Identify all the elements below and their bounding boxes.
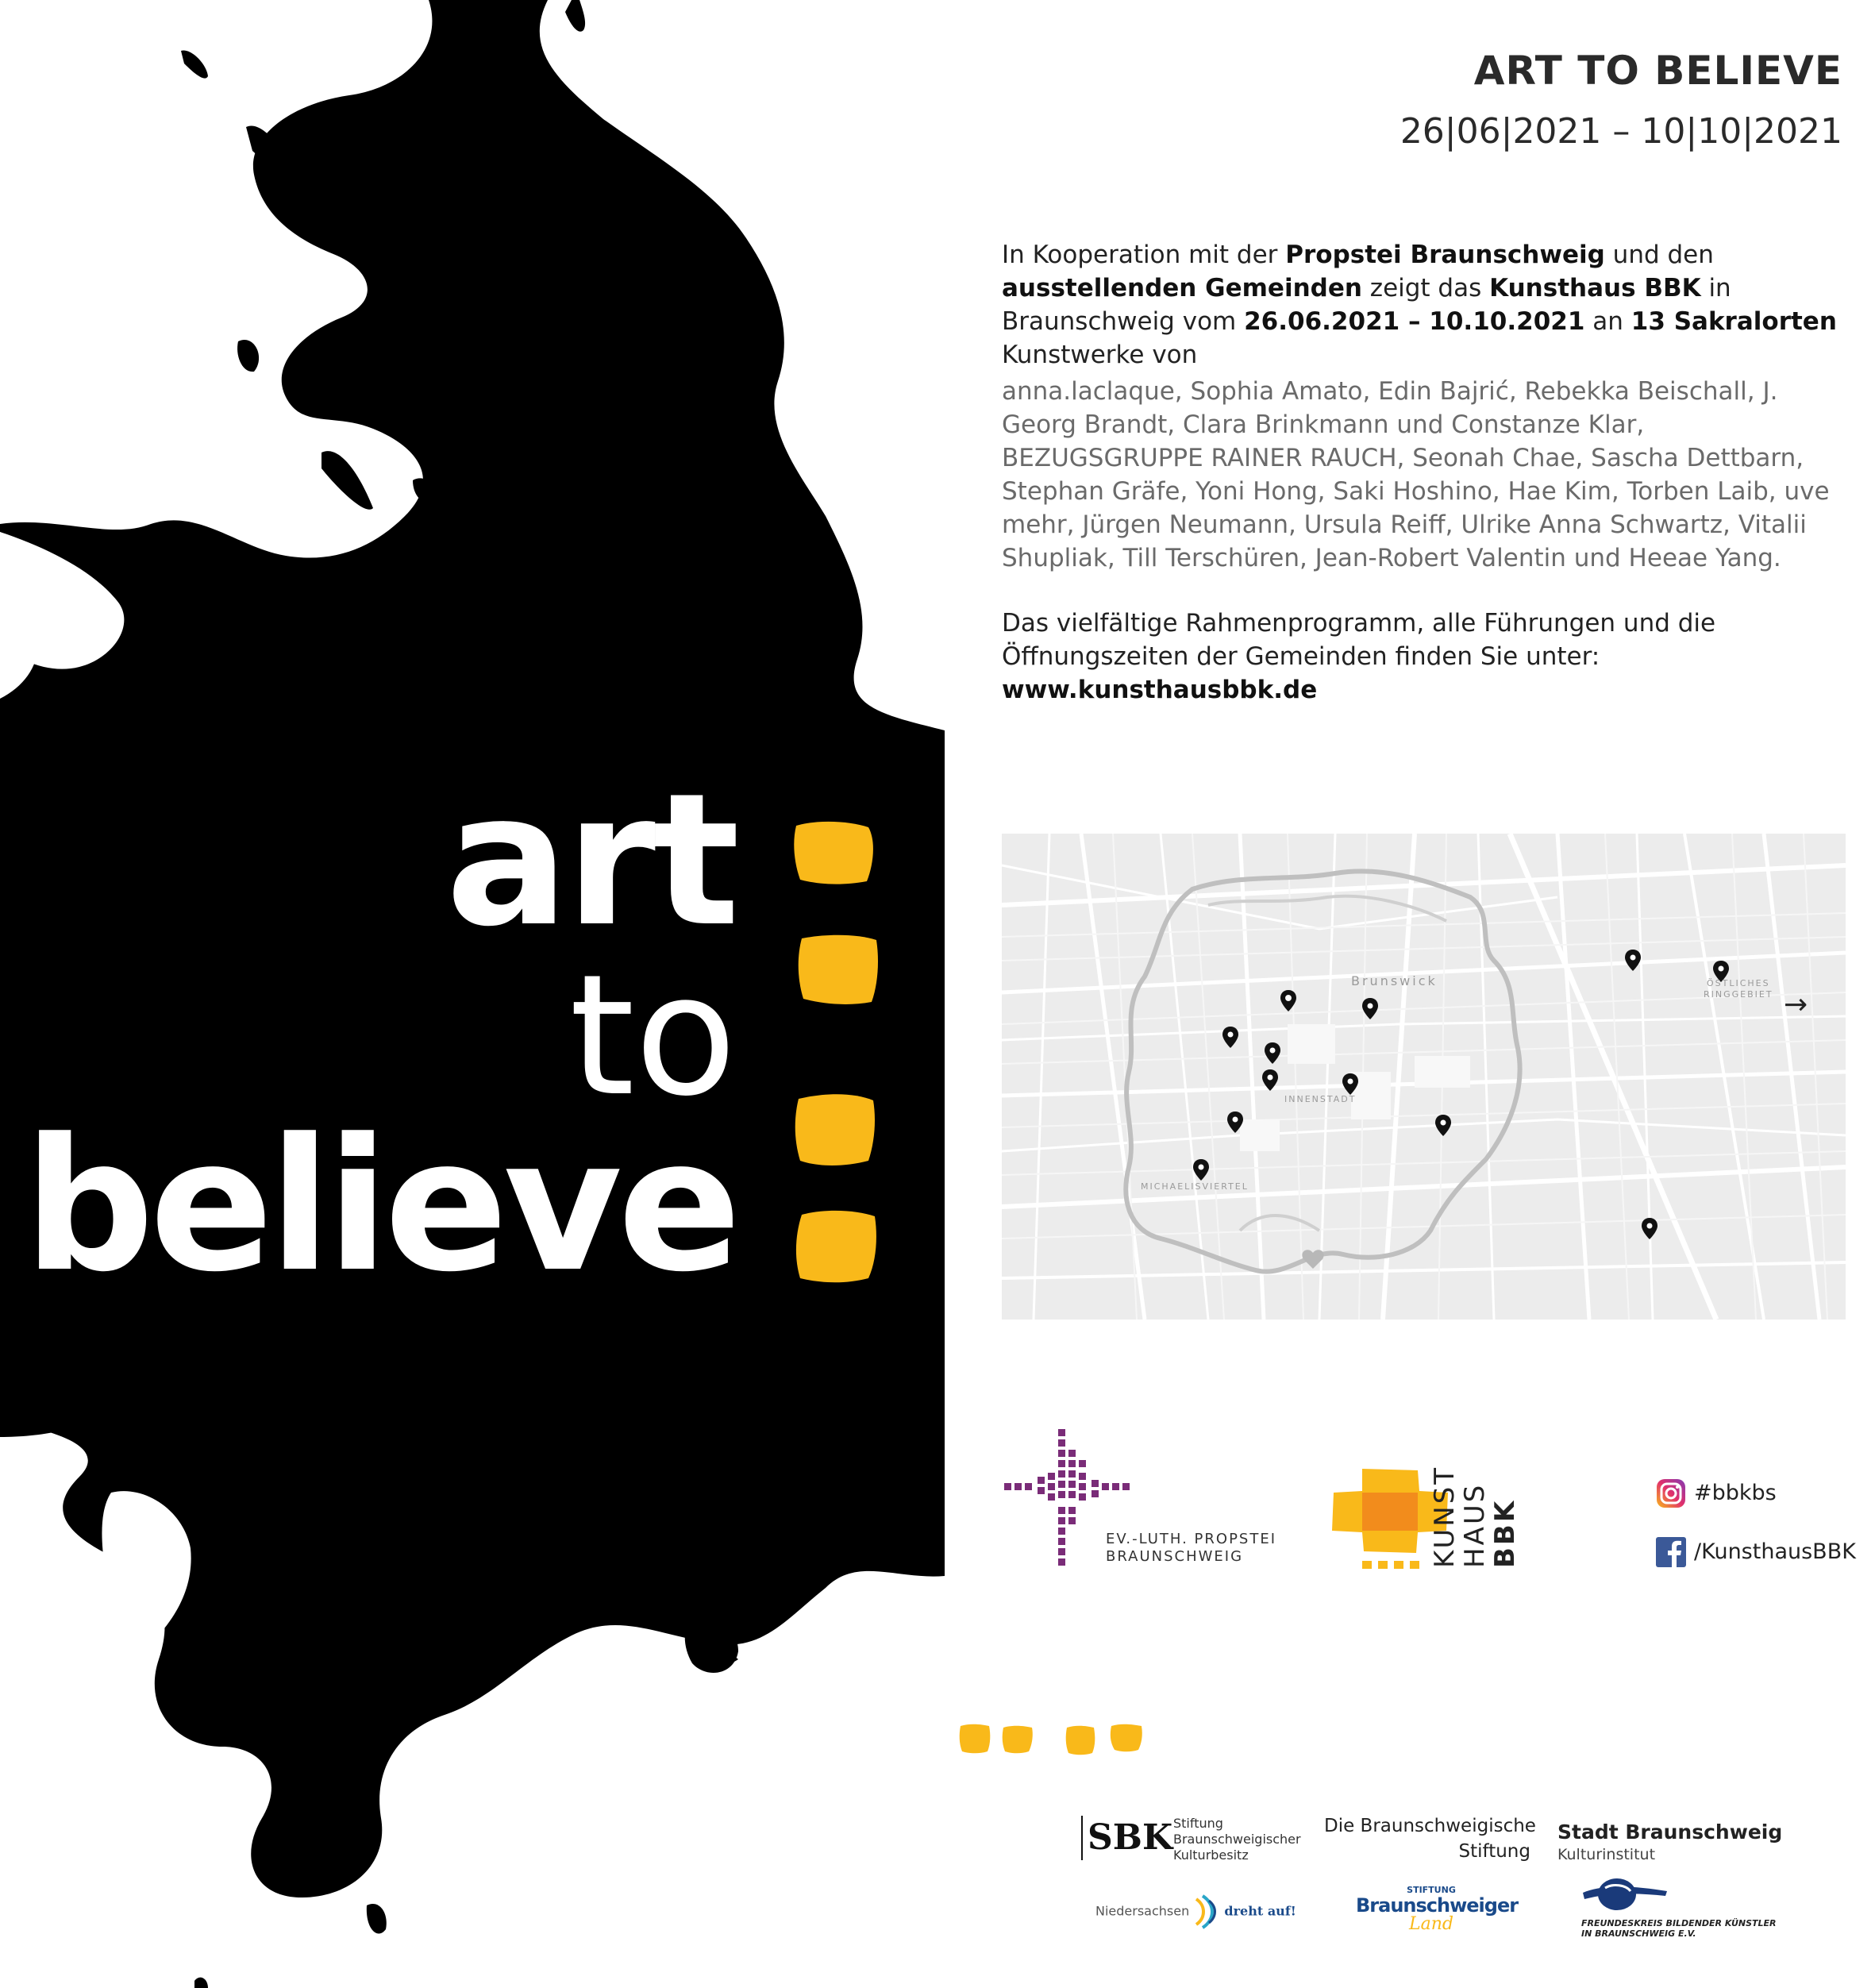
ink-drop-11 (367, 1904, 387, 1933)
map-label-michaelisviertel: MICHAELISVIERTEL (1141, 1181, 1249, 1192)
intro-text: und den (1604, 241, 1714, 269)
artists-list: anna.laclaque, Sophia Amato, Edin Bajrić, Rebekka Beischall, J. Georg Brandt, Clara Brinkmann und Constanze Klar, BEZUGSGRUPPE RAINER RAUCH, Seonah Chae, Sascha Dettbarn, Stephan Gräfe, Yoni Hong, Saki Hoshino, Hae Kim, Torben Laib, uve mehr, Jürgen Neumann, Ursula Reiff, Ulrike Anna Schwartz, Vitalii Shupliak, Till Terschüren, Jean-Robert Valentin und Heeae Yang. (1002, 377, 1830, 572)
sbk-mark: SBK (1081, 1816, 1172, 1860)
map-label-ringgebiet: RINGGEBIET (1704, 989, 1773, 1000)
yellow-mark-4 (796, 1211, 876, 1282)
bs-stiftung-line2: Stiftung (1458, 1841, 1530, 1862)
intro-text: in Braunschweig vom (1002, 274, 1731, 336)
freundeskreis-logo (1581, 1875, 1669, 1915)
website-link[interactable]: www.kunsthausbbk.de (1002, 676, 1318, 704)
propstei-name-line1: EV.-LUTH. PROPSTEI (1106, 1531, 1277, 1547)
sponsor-braunschweigische-stiftung (1324, 1813, 1536, 1864)
sbk-line2: Braunschweigischer (1173, 1832, 1301, 1847)
intro-text: an (1584, 307, 1631, 336)
map-label-innenstadt: INNENSTADT (1284, 1094, 1357, 1104)
stadt-line2: Kulturinstitut (1557, 1846, 1656, 1863)
poster-word-to: to (569, 938, 737, 1133)
exhibition-title: ART TO BELIEVE (1473, 48, 1842, 94)
map-streets (1002, 834, 1846, 1320)
sponsor-stiftung-braunschweiger-land (1356, 1885, 1519, 1934)
header (1128, 48, 1842, 152)
map-arrow-icon[interactable]: → (1784, 988, 1808, 1021)
freundeskreis-line1: FREUNDESKREIS BILDENDER KÜNSTLER (1581, 1918, 1777, 1928)
bs-stiftung-line1: Die Braunschweigische (1324, 1816, 1536, 1836)
intro-text: zeigt das (1361, 274, 1490, 302)
nds-waves-icon (1193, 1894, 1220, 1929)
ink-drop-2 (181, 50, 208, 78)
nds-text2: dreht auf! (1224, 1903, 1296, 1919)
program-paragraph (1002, 607, 1847, 707)
intro-text: Kunstwerke von (1002, 341, 1198, 369)
map-label-oestliches: ÖSTLICHES (1707, 978, 1770, 988)
city-map[interactable] (1002, 834, 1846, 1320)
sbk-line3: Kulturbesitz (1173, 1847, 1249, 1863)
ink-drop-5 (321, 451, 373, 510)
yellow-mark-1 (794, 822, 873, 884)
poster-word-believe: believe (23, 1100, 737, 1312)
instagram-icon (1656, 1478, 1686, 1508)
ink-drop-4 (237, 340, 259, 372)
kunsthaus-word-haus: HAUS (1459, 1482, 1491, 1568)
nds-text1: Niedersachsen (1095, 1903, 1190, 1919)
exhibition-dates: 26|06|2021 – 10|10|2021 (1400, 111, 1842, 152)
intro-bold: ausstellenden Gemeinden (1002, 274, 1362, 302)
ink-drop-1 (565, 0, 585, 32)
ink-drop-12 (194, 1978, 208, 1988)
intro-bold: Kunsthaus BBK (1489, 274, 1701, 302)
sbk-line1: Stiftung (1173, 1816, 1223, 1831)
facebook-handle: /KunsthausBBK (1694, 1539, 1856, 1564)
kunsthaus-word-kunst: KUNST (1429, 1465, 1461, 1568)
land-line1: STIFTUNG (1407, 1885, 1456, 1895)
freundeskreis-line2: IN BRAUNSCHWEIG E.V. (1581, 1928, 1696, 1939)
propstei-name-line2: BRAUNSCHWEIG (1106, 1548, 1244, 1565)
intro-bold: Propstei Braunschweig (1285, 241, 1605, 269)
intro-bold: 26.06.2021 – 10.10.2021 (1244, 307, 1585, 336)
intro-text: In Kooperation mit der (1002, 241, 1286, 269)
map-label-brunswick: Brunswick (1351, 973, 1438, 988)
yellow-marks-small (959, 1723, 1149, 1758)
yellow-mark-2 (799, 935, 878, 1004)
land-line2: Braunschweiger (1356, 1894, 1519, 1917)
program-text: Das vielfältige Rahmenprogramm, alle Führungen und die Öffnungszeiten der Gemeinden finden Sie unter: (1002, 609, 1716, 671)
sponsor-stadt-braunschweig (1557, 1820, 1782, 1864)
kunsthaus-word-bbk: BBK (1489, 1498, 1521, 1568)
sponsor-niedersachsen (1095, 1894, 1296, 1929)
facebook-icon (1656, 1537, 1686, 1567)
stadt-line1: Stadt Braunschweig (1557, 1820, 1783, 1844)
land-line3: Land (1409, 1914, 1453, 1934)
poster-word-art: art (445, 755, 737, 967)
instagram-handle: #bbkbs (1694, 1481, 1777, 1505)
intro-paragraph (1002, 238, 1847, 372)
yellow-mark-3 (795, 1094, 875, 1165)
intro-bold: 13 Sakralorten (1631, 307, 1837, 336)
